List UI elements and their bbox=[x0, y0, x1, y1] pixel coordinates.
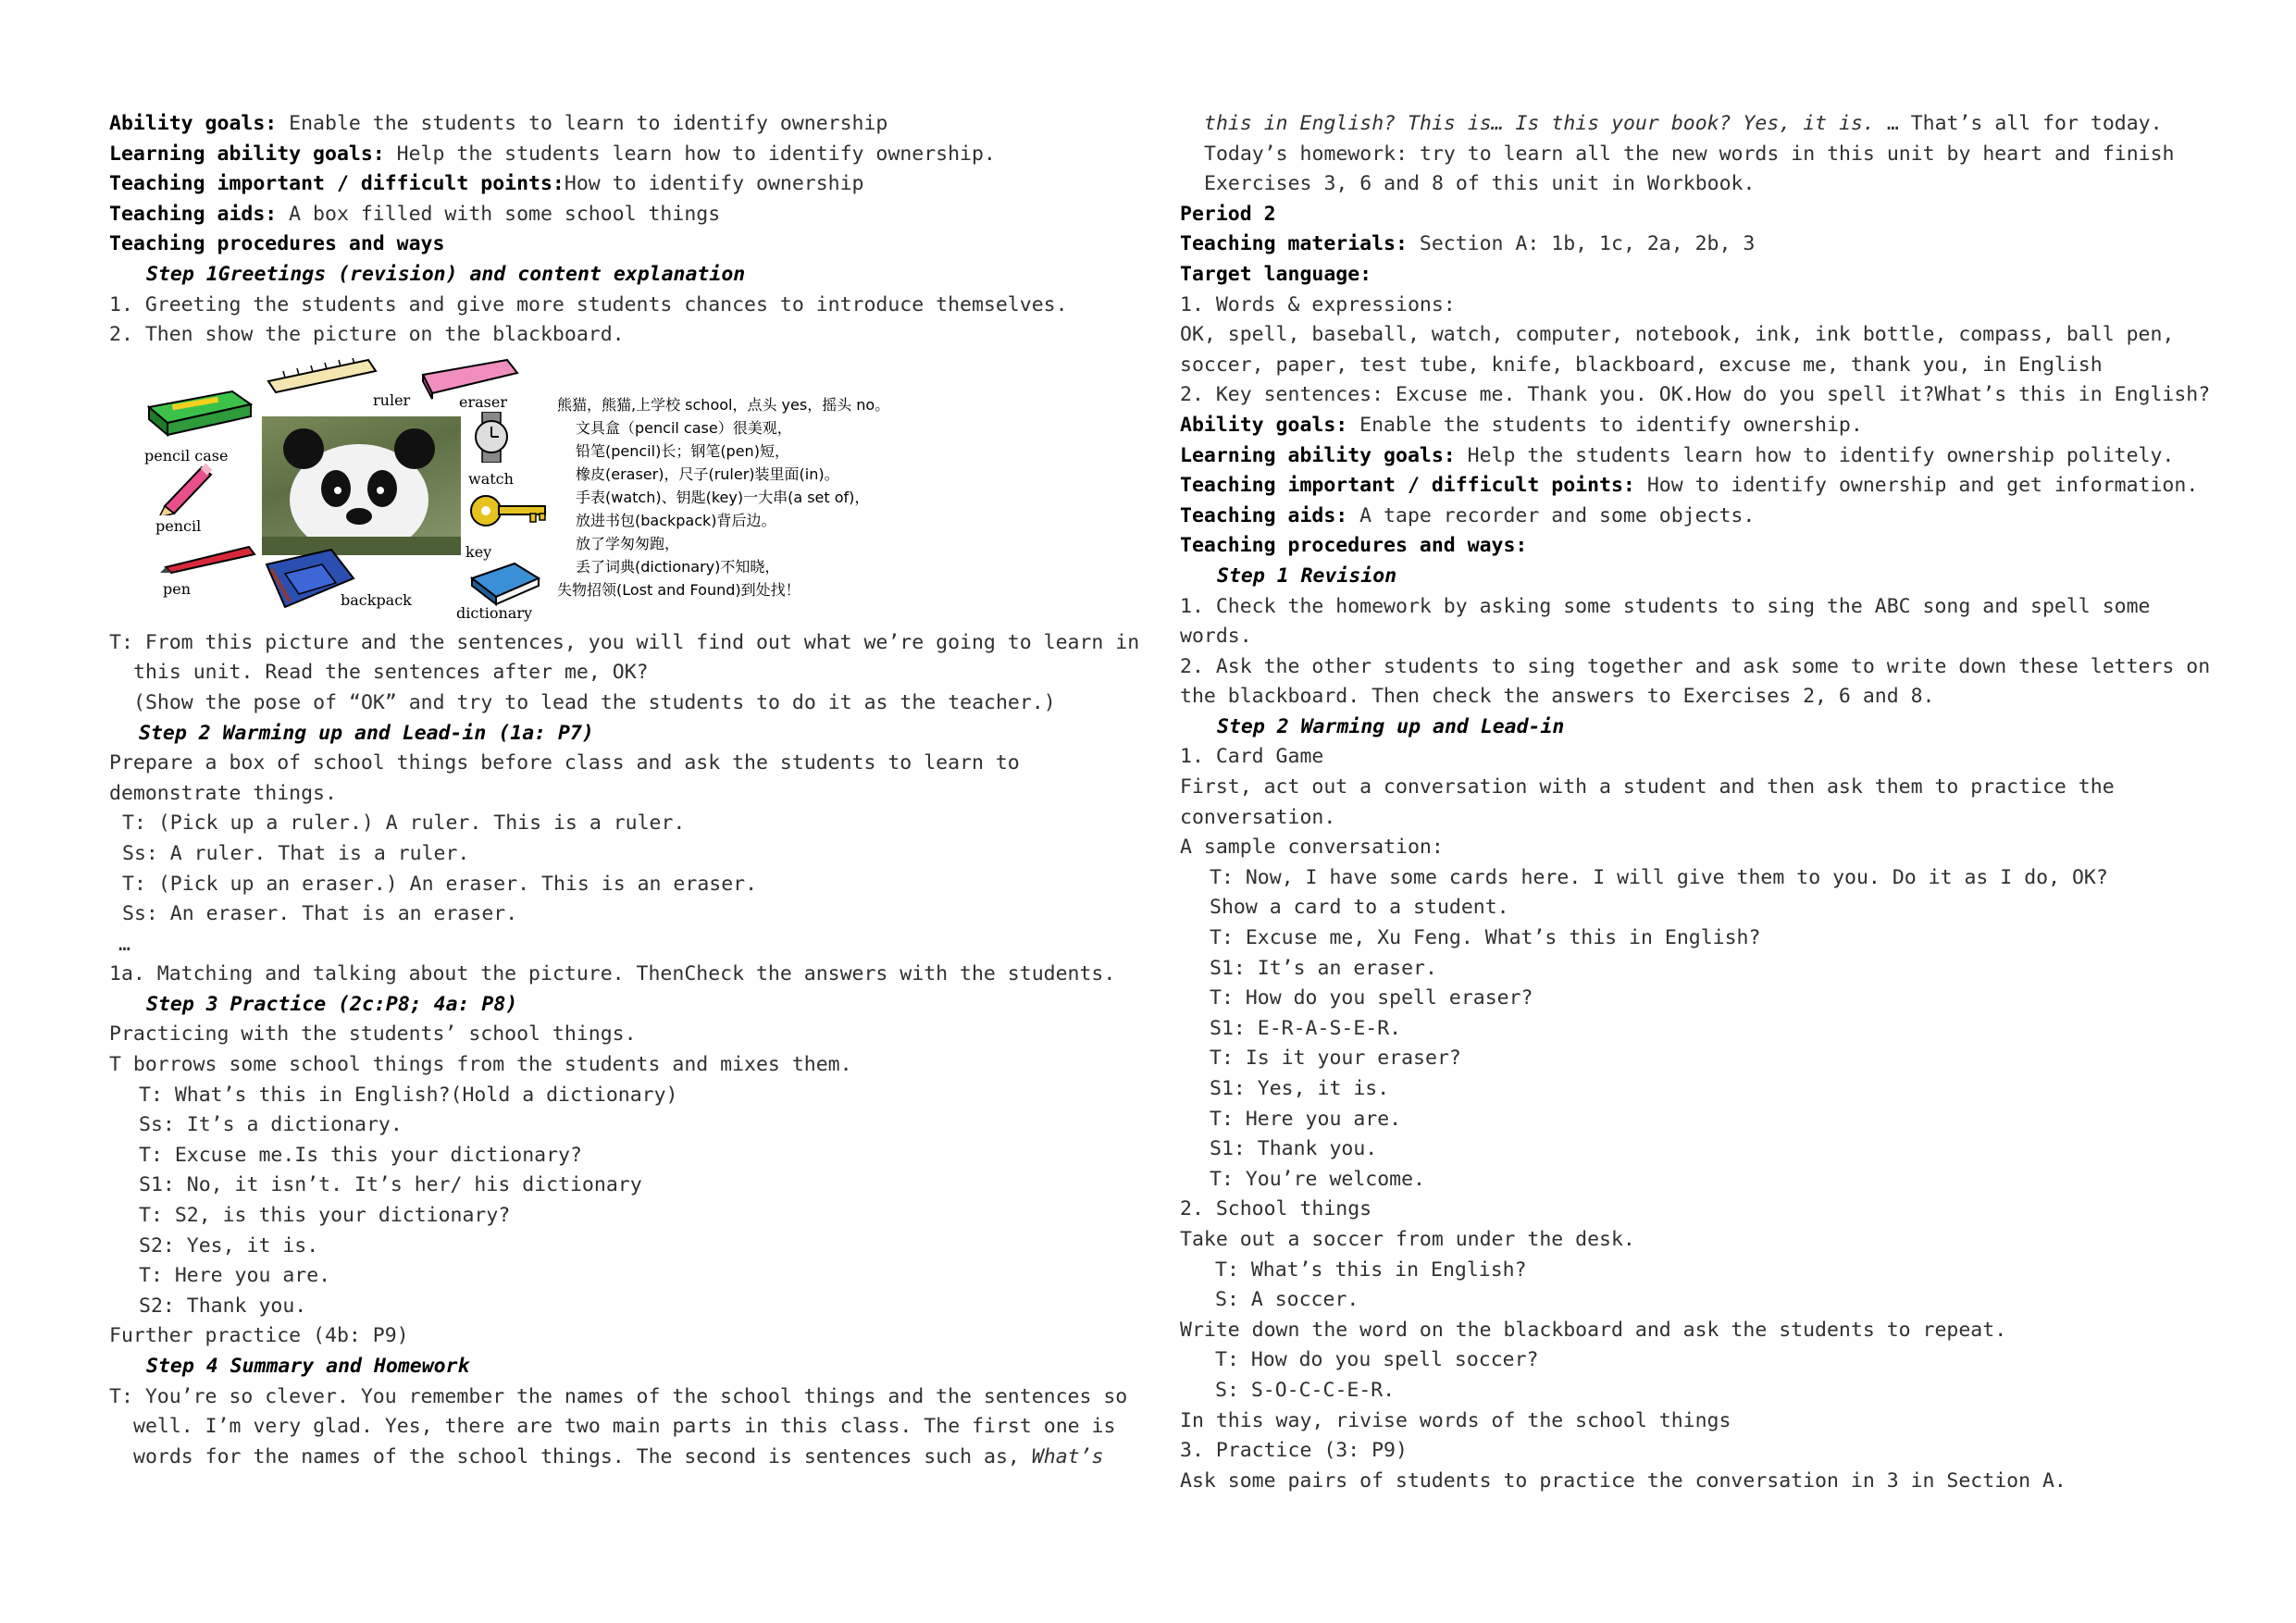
key-sentences-line: 2. Key sentences: Excuse me. Thank you. OK.How do you spell it?What’s this in English? bbox=[1180, 383, 2211, 407]
school-things-heading: 2. School things bbox=[1180, 1197, 1372, 1221]
panda-photo bbox=[262, 416, 461, 555]
summary-continued-line-1: this in English? This is… Is this your book? Yes, it is. … That’s all for today. bbox=[1204, 112, 2163, 135]
chinese-rhyme bbox=[557, 393, 889, 601]
step1-item-1: 1. Greeting the students and give more students chances to introduce themselves. bbox=[109, 292, 1068, 316]
teaching-aids-line: Teaching aids: A tape recorder and some objects. bbox=[1180, 503, 1756, 527]
dialog-line: T: (Pick up an eraser.) An eraser. This is an eraser. bbox=[122, 872, 758, 896]
practicing-line: Practicing with the students’ school things. bbox=[109, 1022, 637, 1047]
dialog-line: T: How do you spell eraser? bbox=[1210, 986, 1533, 1010]
dialog-line: T: How do you spell soccer? bbox=[1215, 1348, 1539, 1372]
step3-heading: Step 3 Practice (2c:P8; 4a: P8) bbox=[146, 992, 518, 1016]
teacher-intro-line-2: this unit. Read the sentences after me, OK? bbox=[133, 661, 649, 685]
dialog-line: T: Excuse me.Is this your dictionary? bbox=[139, 1143, 582, 1167]
key-points-line: Teaching important / difficult points:How to identify ownership bbox=[109, 172, 864, 196]
target-language-heading: Target language: bbox=[1180, 262, 1372, 286]
summary-line-1: T: You’re so clever. You remember the names of the school things and the sentences so bbox=[109, 1384, 1128, 1408]
dialog-line: S1: It’s an eraser. bbox=[1210, 956, 1437, 980]
revision-line-4: the blackboard. Then check the answers to Exercises 2, 6 and 8. bbox=[1180, 685, 1935, 709]
rhyme-line: 文具盒（pencil case）很美观， bbox=[576, 418, 792, 437]
summary-line-2: well. I’m very glad. Yes, there are two main parts in this class. The first one is bbox=[133, 1415, 1116, 1439]
procedures-heading: Teaching procedures and ways: bbox=[1180, 534, 1528, 558]
homework-line-2: Exercises 3, 6 and 8 of this unit in Workbook. bbox=[1204, 172, 1756, 196]
homework-line-1: Today’s homework: try to learn all the new words in this unit by heart and finish bbox=[1204, 142, 2175, 166]
pencil-case-icon bbox=[144, 384, 255, 440]
dialog-line: S1: Thank you. bbox=[1210, 1137, 1378, 1161]
write-down-line: Write down the word on the blackboard and ask the students to repeat. bbox=[1180, 1318, 2007, 1342]
label-eraser: eraser bbox=[459, 392, 507, 411]
summary-line-3: words for the names of the school things. The second is sentences such as, What’s bbox=[133, 1444, 1104, 1468]
dialog-line: S1: Yes, it is. bbox=[1210, 1077, 1390, 1100]
label-watch: watch bbox=[468, 469, 514, 488]
dialog-line: T: What’s this in English?(Hold a dictionary) bbox=[139, 1083, 678, 1107]
key-points-line: Teaching important / difficult points: How to identify ownership and get information. bbox=[1180, 474, 2199, 498]
rhyme-line: 失物招领(Lost and Found)到处找！ bbox=[557, 580, 800, 599]
ability-goals-line: Ability goals: Enable the students to learn to identify ownership bbox=[109, 112, 888, 135]
rhyme-line: 丢了词典(dictionary)不知晓， bbox=[576, 557, 780, 576]
dialog-line: S2: Thank you. bbox=[139, 1294, 307, 1318]
period-heading: Period 2 bbox=[1180, 202, 1276, 226]
rhyme-line: 放了学匆匆跑， bbox=[576, 534, 680, 552]
label-ruler: ruler bbox=[373, 390, 411, 409]
dialog-line: T: Is it your eraser? bbox=[1210, 1047, 1461, 1071]
dialog-line: S1: No, it isn’t. It’s her/ his dictionary bbox=[139, 1173, 642, 1197]
dialog-line: T: You’re welcome. bbox=[1210, 1167, 1425, 1191]
right-column bbox=[1180, 109, 2216, 1496]
step4-heading: Step 4 Summary and Homework bbox=[146, 1355, 470, 1378]
dialog-line: T: What’s this in English? bbox=[1215, 1258, 1527, 1282]
step1-heading: Step 1Greetings (revision) and content explanation bbox=[146, 262, 746, 286]
words-line-2: soccer, paper, test tube, knife, blackboard, excuse me, thank you, in English bbox=[1180, 353, 2103, 377]
dialog-line: T: Now, I have some cards here. I will give them to you. Do it as I do, OK? bbox=[1210, 865, 2108, 889]
dialog-line: T: Here you are. bbox=[1210, 1107, 1402, 1131]
ability-goals-line: Ability goals: Enable the students to identify ownership. bbox=[1180, 413, 1863, 437]
dialog-line: S2: Yes, it is. bbox=[139, 1233, 319, 1258]
revision-line-1: 1. Check the homework by asking some students to sing the ABC song and spell some bbox=[1180, 594, 2151, 618]
procedures-heading: Teaching procedures and ways bbox=[109, 232, 445, 256]
label-backpack: backpack bbox=[341, 590, 412, 609]
dialog-line: T: (Pick up a ruler.) A ruler. This is a ruler. bbox=[122, 812, 686, 836]
dialog-line: Ss: A ruler. That is a ruler. bbox=[122, 841, 470, 865]
prepare-line-2: demonstrate things. bbox=[109, 781, 337, 805]
first-line-1: First, act out a conversation with a student and then ask them to practice the bbox=[1180, 775, 2115, 799]
label-pencil-case: pencil case bbox=[144, 446, 229, 465]
take-out-line: Take out a soccer from under the desk. bbox=[1180, 1227, 1635, 1251]
key-icon bbox=[465, 486, 558, 537]
pen-icon bbox=[160, 541, 262, 575]
card-game-heading: 1. Card Game bbox=[1180, 745, 1324, 769]
watch-icon bbox=[468, 412, 515, 463]
borrows-line: T borrows some school things from the students and mixes them. bbox=[109, 1053, 852, 1077]
label-dictionary: dictionary bbox=[456, 603, 533, 622]
dialog-ellipsis: … bbox=[118, 932, 130, 956]
revision-line-3: 2. Ask the other students to sing together and ask some to write down these letters on bbox=[1180, 654, 2211, 678]
dialog-line: Show a card to a student. bbox=[1210, 896, 1509, 920]
further-practice-line: Further practice (4b: P9) bbox=[109, 1324, 409, 1348]
practice-heading: 3. Practice (3: P9) bbox=[1180, 1439, 1408, 1463]
dialog-line: T: Here you are. bbox=[139, 1264, 331, 1288]
label-key: key bbox=[465, 542, 492, 561]
revision-line-2: words. bbox=[1180, 625, 1252, 649]
rhyme-line: 铅笔(pencil)长；钢笔(pen)短， bbox=[576, 441, 789, 460]
learning-goals-line: Learning ability goals: Help the students learn how to identify ownership politely. bbox=[1180, 443, 2175, 467]
matching-line: 1a. Matching and talking about the picture. ThenCheck the answers with the students. bbox=[109, 962, 1116, 986]
dialog-line: S: A soccer. bbox=[1215, 1288, 1359, 1312]
materials-line: Teaching materials: Section A: 1b, 1c, 2a, 2b, 3 bbox=[1180, 232, 1756, 256]
dialog-line: S: S-O-C-C-E-R. bbox=[1215, 1378, 1396, 1402]
teacher-intro-line-3: (Show the pose of “OK” and try to lead the students to do it as the teacher.) bbox=[133, 690, 1056, 714]
left-column bbox=[109, 109, 1138, 1472]
label-pen: pen bbox=[163, 579, 192, 598]
step1-heading: Step 1 Revision bbox=[1217, 564, 1397, 588]
step2-heading: Step 2 Warming up and Lead-in (1a: P7) bbox=[139, 721, 594, 745]
words-heading: 1. Words & expressions: bbox=[1180, 292, 1456, 316]
pairs-line: Ask some pairs of students to practice the conversation in 3 in Section A. bbox=[1180, 1468, 2066, 1493]
dialog-line: T: S2, is this your dictionary? bbox=[139, 1204, 511, 1228]
sample-heading: A sample conversation: bbox=[1180, 836, 1444, 860]
first-line-2: conversation. bbox=[1180, 805, 1336, 829]
rhyme-line: 手表(watch)、钥匙(key)一大串(a set of)， bbox=[576, 488, 870, 506]
pencil-icon bbox=[155, 460, 220, 515]
rhyme-line: 放进书包(backpack)背后边。 bbox=[576, 511, 776, 529]
step2-heading: Step 2 Warming up and Lead-in bbox=[1217, 714, 1565, 738]
ruler-icon bbox=[267, 358, 378, 395]
dialog-line: Ss: It’s a dictionary. bbox=[139, 1113, 403, 1137]
school-things-picture bbox=[109, 356, 979, 625]
label-pencil: pencil bbox=[155, 516, 202, 535]
dialog-line: T: Excuse me, Xu Feng. What’s this in English? bbox=[1210, 926, 1761, 950]
rhyme-line: 橡皮(eraser)，尺子(ruler)装里面(in)。 bbox=[576, 465, 839, 483]
teacher-intro-line-1: T: From this picture and the sentences, you will find out what we’re going to learn in bbox=[109, 630, 1140, 654]
revise-line: In this way, rivise words of the school things bbox=[1180, 1408, 1731, 1432]
step1-item-2: 2. Then show the picture on the blackboard. bbox=[109, 323, 625, 347]
teaching-aids-line: Teaching aids: A box filled with some school things bbox=[109, 202, 721, 226]
rhyme-line: 熊猫，熊猫,上学校 school，点头 yes，摇头 no。 bbox=[557, 395, 890, 414]
dialog-line: S1: E-R-A-S-E-R. bbox=[1210, 1016, 1402, 1040]
prepare-line-1: Prepare a box of school things before class and ask the students to learn to bbox=[109, 751, 1020, 775]
dialog-line: Ss: An eraser. That is an eraser. bbox=[122, 902, 518, 926]
words-line-1: OK, spell, baseball, watch, computer, notebook, ink, ink bottle, compass, ball pen, bbox=[1180, 323, 2175, 347]
learning-goals-line: Learning ability goals: Help the students learn how to identify ownership. bbox=[109, 142, 996, 166]
